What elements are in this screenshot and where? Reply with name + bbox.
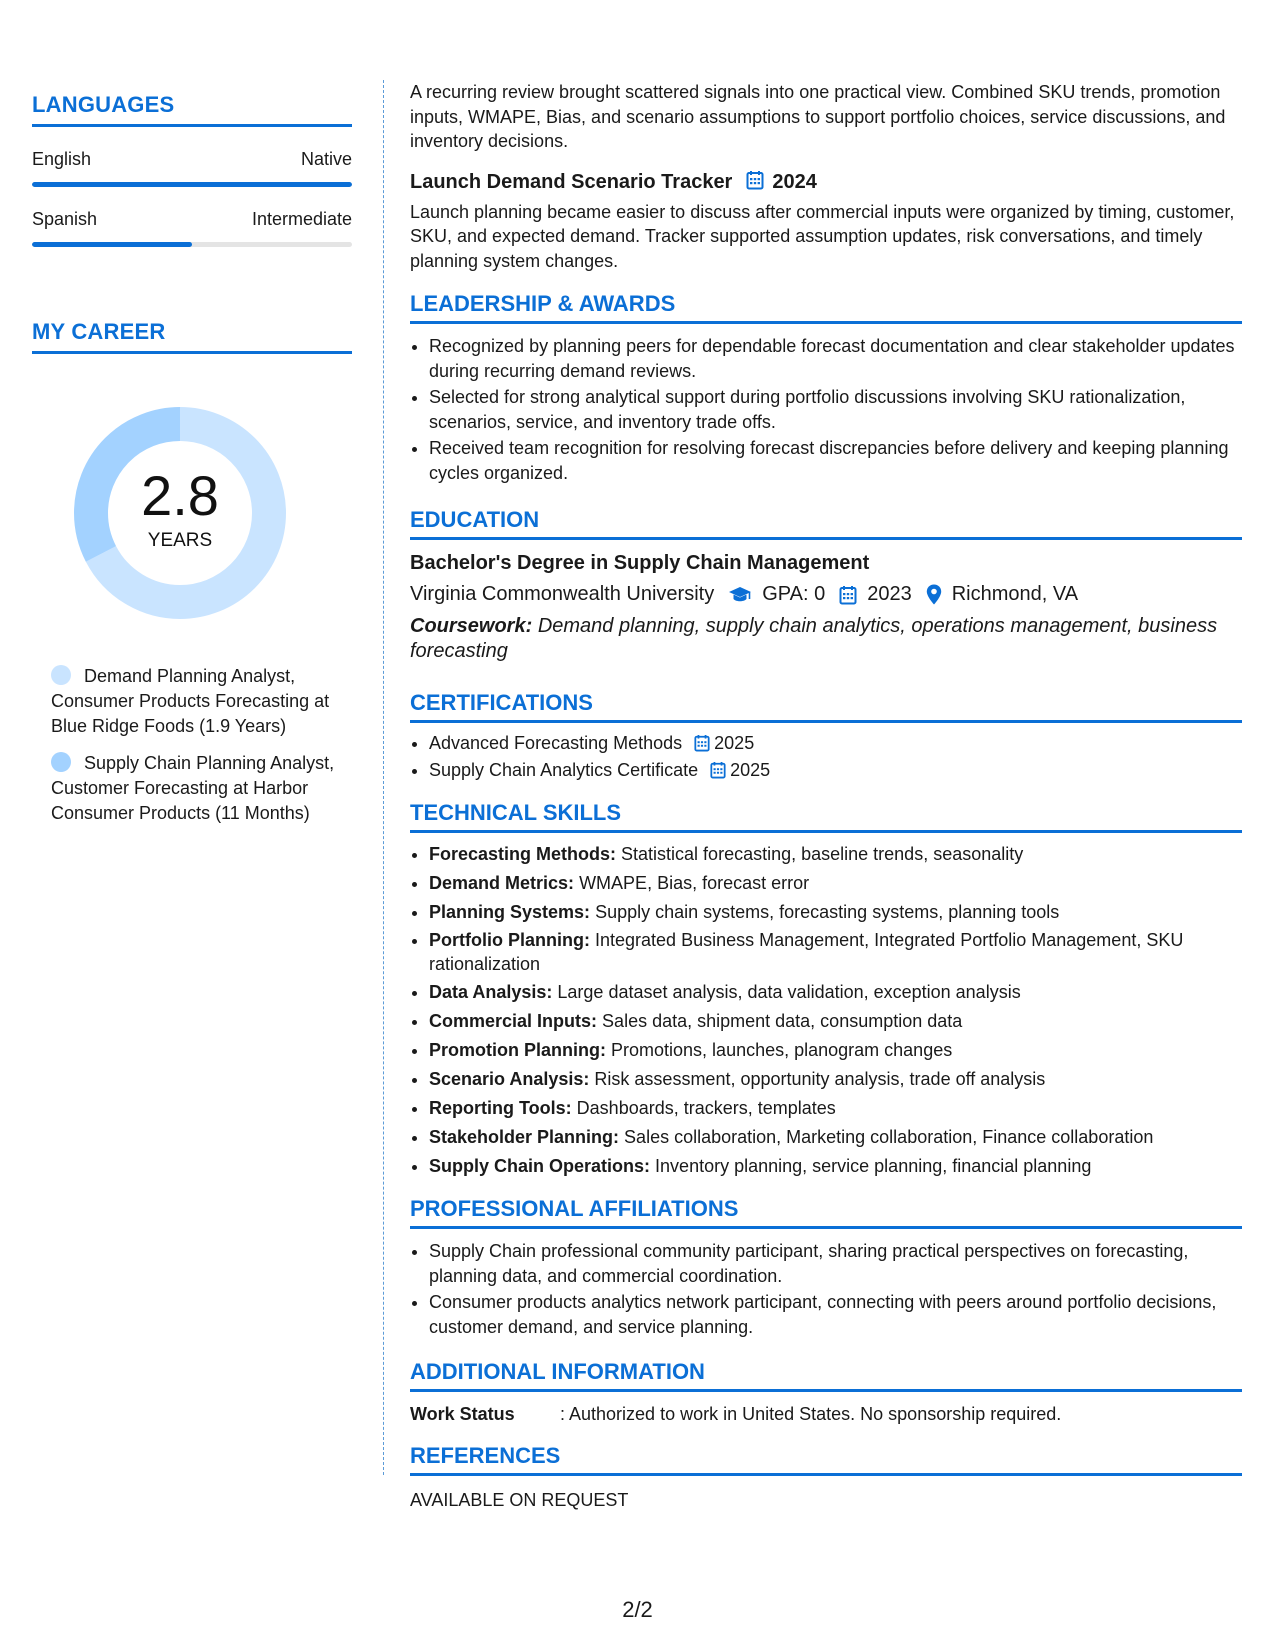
skills-heading: TECHNICAL SKILLS [410,800,1242,833]
skills-list [410,841,1242,1180]
career-legend [32,664,352,826]
education-location: Richmond, VA [951,583,1079,605]
coursework-text: Demand planning, supply chain analytics, operations management, business forecasting [410,615,1218,662]
project-header [410,170,1242,196]
education-degree: Bachelor's Degree in Supply Chain Management [410,552,870,574]
leadership-heading: LEADERSHIP & AWARDS [410,291,1242,324]
language-item [32,149,352,187]
language-proficiency-bar [32,182,352,187]
list-item: • Recognized by planning peers for dependable forecast documentation and clear stakeholder updates during recurring demand reviews. [429,334,1242,383]
list-item: • Selected for strong analytical support during portfolio discussions involving SKU rationalization, scenarios, service, and inventory trade offs. [429,385,1242,434]
list-item [429,841,1242,868]
language-level: Intermediate [251,209,352,229]
language-item [32,209,352,247]
career-legend-text: Supply Chain Planning Analyst, Customer Forecasting at Harbor Consumer Products (11 Months) [51,753,335,823]
affiliations-heading: PROFESSIONAL AFFILIATIONS [410,1196,1242,1229]
sidebar [32,0,352,838]
donut-center [65,398,295,628]
career-total-years: 2.8 [141,464,219,527]
skill-label: Supply Chain Operations: [429,1156,651,1176]
career-legend-text: Demand Planning Analyst, Consumer Products Forecasting at Blue Ridge Foods (1.9 Years) [51,666,330,736]
skill-text: Risk assessment, opportunity analysis, trade off analysis [594,1069,1046,1089]
language-proficiency-fill [32,242,192,247]
list-item [429,1037,1242,1064]
work-status-row [410,1404,1242,1425]
calendar-icon [710,761,726,779]
project-description: Launch planning became easier to discuss after commercial inputs were organized by timing, customer, SKU, and expected demand. Tracker supported assumption updates, risk conversations, and timely planning system changes. [410,201,1235,271]
main-content [410,80,1242,1511]
language-proficiency-fill [32,182,352,187]
references-heading: REFERENCES [410,1443,1242,1476]
page-number: 2/2 [622,1597,653,1622]
additional-info-heading: ADDITIONAL INFORMATION [410,1359,1242,1392]
language-name: Spanish [32,209,98,229]
work-status-value: : Authorized to work in United States. No sponsorship required. [560,1404,1062,1424]
list-item: • Received team recognition for resolving forecast discrepancies before delivery and keeping planning cycles organized. [429,436,1242,485]
skill-text: Supply chain systems, forecasting systems, planning tools [595,902,1060,922]
legend-dot [51,752,71,772]
skill-text: WMAPE, Bias, forecast error [579,873,810,893]
skill-text: Promotions, launches, planogram changes [611,1040,953,1060]
coursework-label: Coursework: [410,615,533,637]
skill-label: Scenario Analysis: [429,1069,590,1089]
education-gpa: GPA: 0 [762,583,826,605]
languages-heading: LANGUAGES [32,92,352,127]
column-divider [383,80,384,1475]
map-pin-icon [926,584,942,605]
calendar-icon [746,170,764,196]
skill-label: Forecasting Methods: [429,844,617,864]
skill-label: Planning Systems: [429,902,591,922]
affiliations-list [410,1239,1242,1339]
skill-label: Demand Metrics: [429,873,575,893]
education-details [410,583,1242,606]
skill-text: Sales data, shipment data, consumption data [602,1011,963,1031]
skill-text: Inventory planning, service planning, financial planning [655,1156,1092,1176]
skill-text: Integrated Business Management, Integrated Portfolio Management, SKU rationalization [429,930,1184,974]
references-text: AVAILABLE ON REQUEST [410,1490,629,1510]
list-item [429,1124,1242,1151]
list-item [429,1066,1242,1093]
education-heading: EDUCATION [410,507,1242,540]
list-item [429,979,1242,1006]
skill-text: Statistical forecasting, baseline trends, seasonality [621,844,1024,864]
certification-year: 2025 [714,733,755,753]
list-item [429,1153,1242,1180]
career-legend-item [51,664,341,739]
list-item [429,758,1242,783]
certification-year: 2025 [730,759,771,780]
skill-label: Stakeholder Planning: [429,1127,620,1147]
career-legend-item [51,751,341,826]
certification-name: • Advanced Forecasting Methods [429,733,683,753]
career-total-unit: YEARS [147,530,213,551]
career-heading: MY CAREER [32,319,352,354]
certifications-list [410,731,1242,782]
project-year: 2024 [772,171,817,193]
list-item: • Consumer products analytics network participant, connecting with peers around portfolio decisions, customer demand, and service planning. [429,1290,1242,1339]
skill-label: Portfolio Planning: [429,930,590,950]
career-donut-chart [65,398,295,628]
calendar-icon [694,734,710,752]
language-name: English [32,149,92,169]
list-item [429,1008,1242,1035]
list-item [429,899,1242,926]
skill-text: Large dataset analysis, data validation, exception analysis [557,982,1021,1002]
skill-label: Reporting Tools: [429,1098,572,1118]
work-status-label: Work Status [410,1404,515,1424]
skill-text: Dashboards, trackers, templates [576,1098,836,1118]
project-intro: A recurring review brought scattered signals into one practical view. Combined SKU trends, promotion inputs, WMAPE, Bias, and scenario assumptions to support portfolio choices, service discussions, and inventory decisions. [410,82,1226,151]
language-level: Native [300,149,352,169]
list-item [429,870,1242,897]
list-item: • Supply Chain professional community participant, sharing practical perspectives on forecasting, planning data, and commercial coordination. [429,1239,1242,1288]
list-item [429,1095,1242,1122]
education-school: Virginia Commonwealth University [410,583,715,605]
certification-name: • Supply Chain Analytics Certificate [429,759,699,780]
list-item [429,731,1242,756]
language-proficiency-bar [32,242,352,247]
list-item [429,928,1242,976]
education-coursework [410,614,1242,664]
leadership-list [410,334,1242,485]
certifications-heading: CERTIFICATIONS [410,690,1242,723]
skill-label: Promotion Planning: [429,1040,606,1060]
calendar-icon [839,585,857,605]
legend-dot [51,665,71,685]
education-year: 2023 [867,583,912,605]
project-title: Launch Demand Scenario Tracker [410,171,733,193]
graduation-cap-icon [728,586,752,604]
skill-text: Sales collaboration, Marketing collaboration, Finance collaboration [624,1127,1154,1147]
skill-label: Data Analysis: [429,982,553,1002]
skill-label: Commercial Inputs: [429,1011,598,1031]
